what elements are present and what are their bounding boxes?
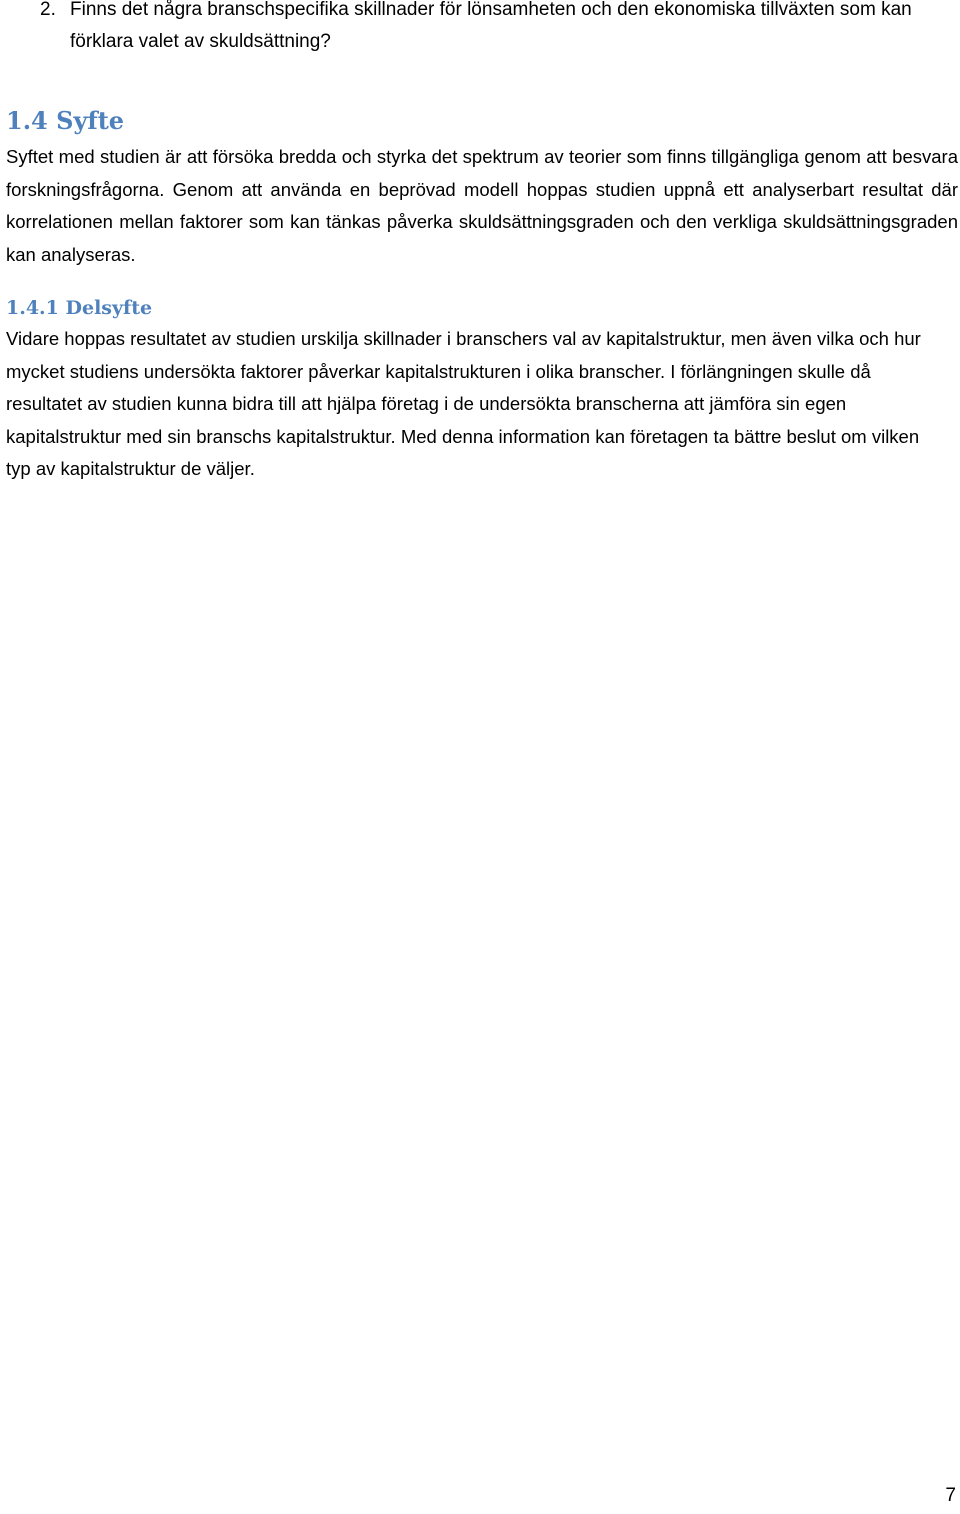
list-text: Finns det några branschspecifika skillnader för lönsamheten och den ekonomiska tillväxten som kan förklara valet av skuldsättning? (70, 0, 912, 52)
research-question-item (6, 0, 956, 58)
subsection-paragraph: Vidare hoppas resultatet av studien urskilja skillnader i branschers val av kapitalstruktur, men även vilka och hur mycket studiens undersökta faktorer påverkar kapitalstrukturen i olika branscher. I förlängningen skulle då resultatet av studien kunna bidra till att hjälpa företag i de undersökta branscherna att jämföra sin egen kapitalstruktur med sin branschs kapitalstruktur. Med denna information kan företagen ta bättre beslut om vilken typ av kapitalstruktur de väljer. (6, 328, 921, 479)
list-number: 2. (40, 0, 56, 20)
section-heading: 1.4 Syfte (6, 106, 125, 135)
page-number: 7 (945, 1485, 956, 1506)
section-paragraph: Syftet med studien är att försöka bredda och styrka det spektrum av teorier som finns tillgängliga genom att besvara forskningsfrågorna. Genom att använda en beprövad modell hoppas studien uppnå ett analyserbart resultat där korrelationen mellan faktorer som kan tänkas påverka skuldsättningsgraden och den verkliga skuldsättningsgraden kan analyseras. (6, 146, 958, 265)
subsection-heading: 1.4.1 Delsyfte (6, 297, 153, 319)
